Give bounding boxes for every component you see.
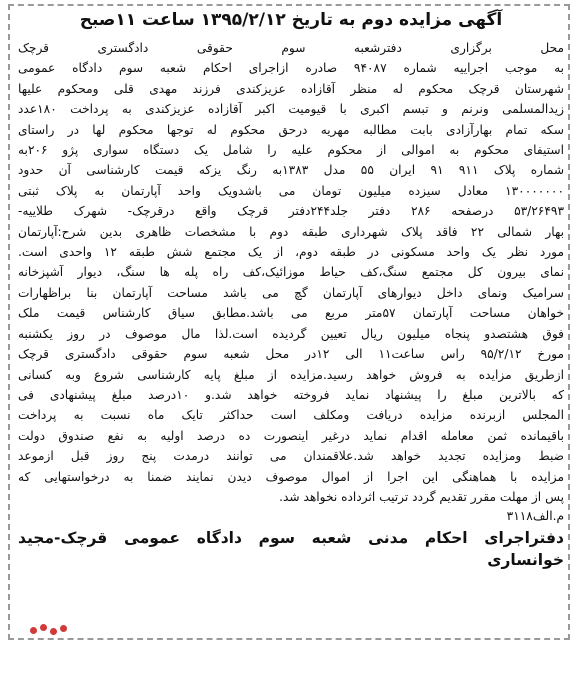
- notice-body: [18, 38, 564, 507]
- body-line: زیدالمسلمی ونرنم و تبسم اکبری با قیومیت اکبر آقازاده عزیزکندی به پرداخت ۱۸۰عدد: [18, 102, 564, 117]
- body-line: المجلس ازبرنده مزایده دریافت ومکلف است حداکثر تایک ماه نسبت به پرداخت: [18, 408, 564, 423]
- body-line: ۱۳۰۰۰۰۰۰۰ معادل سیزده میلیون تومان می باشدویک واحد آپارتمان به پلاک ثبتی: [18, 183, 564, 198]
- body-line: که بالاترین مبلغ را پیشنهاد نماید فروخته خواهد شد.و ۱۰درصد مبلغ پیشنهادی فی: [18, 387, 564, 402]
- body-line: سکه تمام بهارآزادی بابت مطالبه مهریه درحق محکوم له توجها محکوم لها در راستای: [18, 122, 564, 137]
- body-line: خواهان مساحت آپارتمان ۵۷متر مربع می باشد.مطابق سیاق کارشناس قیمت ملک: [18, 306, 564, 321]
- reference-number: م.الف۳۱۱۸: [506, 509, 564, 524]
- body-line: نمای بیرون کل مجتمع سنگ،کف حیاط موزائیک،کف راه پله ها سنگ، دیوار آشپزخانه: [18, 265, 564, 280]
- body-line: مورد نظر یک واحد مسکونی در طبقه دوم، از یک مجتمع شش طبقه ۱۲ واحدی است.: [18, 245, 564, 260]
- body-line: بهار شمالی ۲۲ فاقد پلاک شهرداری طبقه دوم با مشخصات ظاهری بدین شرح:آپارتمان: [18, 224, 564, 239]
- body-line: فوق هشتصدو پنجاه میلیون ریال تعیین گردیده است.لذا مال موصوف در روز یکشنبه: [18, 326, 564, 341]
- body-line: پس از مهلت مقرر تقدیم گردد ترتیب اثرداده نخواهد شد.: [279, 489, 564, 504]
- auction-notice: [18, 8, 564, 628]
- issuer-signature: دفتراجرای احکام مدنی شعبه سوم دادگاه عمومی قرچک-مجید خوانساری: [18, 529, 564, 570]
- body-line: محل برگزاری دفترشعبه سوم حقوقی دادگستری قرچک: [18, 41, 564, 55]
- body-line: استیفای محکوم به اموالی از محکوم علیه را شامل یک دستگاه سواری پژو ۲۰۶به: [18, 143, 564, 158]
- body-line: به موجب اجراییه شماره ۹۴۰۸۷ صادره ازاجرای احکام شعبه سوم دادگاه عمومی: [18, 61, 564, 76]
- body-line: باقیمانده ثمن معامله اقدام نماید درغیر اینصورت ده درصد اولیه به نفع صندوق دولت: [18, 428, 564, 443]
- body-line: ۵۳/۲۶۴۹۳ درصفحه ۲۸۶ دفتر جلد۲۴۴دفتر قرچک واقع درقرچک- شهرک طلاییه-: [18, 204, 564, 219]
- body-line: مزایده با هماهنگی این اجرا از اموال موصوف دیدن نمایند ضمنا به درخواستهایی که: [18, 469, 564, 484]
- body-line: شماره پلاک ۹۱۱ ۹۱ ایران ۵۵ مدل ۱۳۸۳به رنگ یزکه قیمت کارشناسی آن حدود: [18, 163, 564, 178]
- body-line: سرامیک ونمای داخل دیوارهای آپارتمان گچ می باشد مساحت آپارتمان بنا براظهارات: [18, 285, 564, 300]
- body-line: مورخ ۹۵/۲/۱۲ راس ساعت۱۱ الی ۱۲در محل شعبه سوم حقوقی دادگستری قرچک: [18, 347, 564, 362]
- body-line: ضبط ومزایده تجدید خواهد شد.علاقمندان می توانند درمدت پنج روز قبل ازموعد: [18, 449, 564, 464]
- body-line: ازطریق مزایده به فروش خواهد رسید.مزایده از مبلغ پایه کارشناسی شروع وبه کسانی: [18, 367, 564, 382]
- notice-title: آگهی مزایده دوم به تاریخ ۱۳۹۵/۲/۱۲ ساعت ۱۱صبح: [79, 10, 503, 30]
- red-stamp-mark: [30, 624, 72, 638]
- body-line: شهرستان قرچک محکوم له منظر آقازاده عزیزکندی فرزند مهدی قلی ومحکوم علیها: [18, 81, 564, 96]
